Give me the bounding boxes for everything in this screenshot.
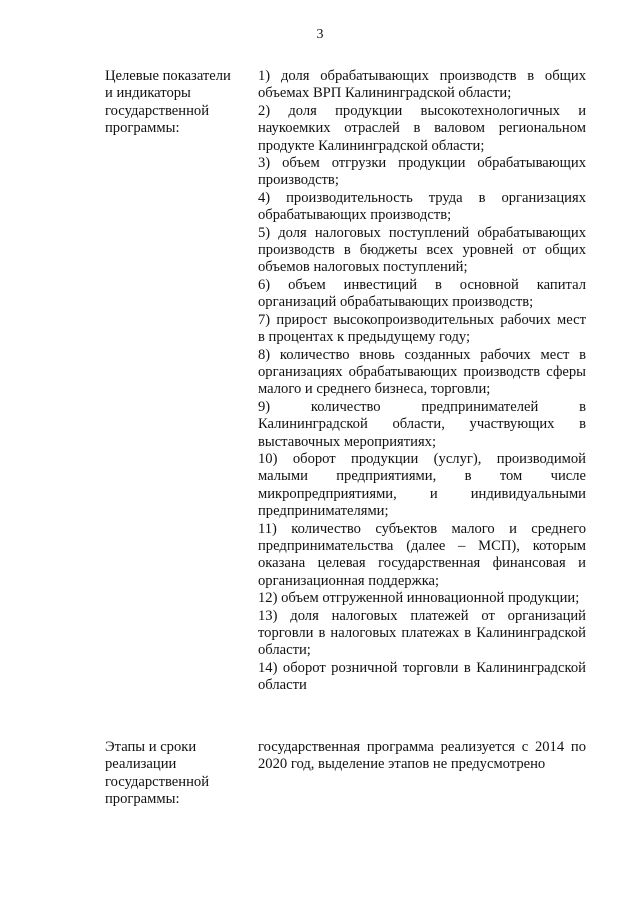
indicator-item: 10) оборот продукции (услуг), производимой малыми предприятиями, в том числе микропредприятиями, и индивидуальными предпринимателями; — [258, 450, 586, 520]
label-line: государственной — [105, 773, 210, 790]
indicator-item: 7) прирост высокопроизводительных рабочих мест в процентах к предыдущему году; — [258, 311, 586, 346]
label-line: государственной — [105, 102, 210, 119]
label-line: Этапы и сроки — [105, 739, 197, 755]
indicator-item: 6) объем инвестиций в основной капитал организаций обрабатывающих производств; — [258, 276, 586, 311]
label-line: и индикаторы — [105, 85, 191, 102]
indicator-item: 11) количество субъектов малого и среднего предпринимательства (далее – МСП), которым оказана целевая государственная финансовая и организационная поддержка; — [258, 520, 586, 589]
section-label — [105, 739, 250, 809]
label-line: реализации — [105, 756, 177, 773]
indicator-item: 12) объем отгруженной инновационной продукции; — [258, 590, 580, 607]
label-line: программы: — [105, 120, 180, 137]
indicator-item: 3) объем отгрузки продукции обрабатывающих производств; — [258, 155, 586, 189]
section-label — [105, 68, 250, 138]
indicator-item: 5) доля налоговых поступлений обрабатывающих производств в бюджеты всех уровней от общих объемов налоговых поступлений; — [258, 224, 586, 276]
label-line: программы: — [105, 791, 180, 808]
indicator-item: 4) производительность труда в организациях обрабатывающих производств; — [258, 189, 586, 224]
page-number: 3 — [316, 27, 324, 42]
indicator-item: 13) доля налоговых платежей от организаций торговли в налоговых платежах в Калининградской области; — [258, 607, 586, 659]
indicator-list — [258, 68, 586, 695]
indicator-item: 14) оборот розничной торговли в Калининградской области — [258, 659, 586, 694]
stages-text: государственная программа реализуется с 2014 по 2020 год, выделение этапов не предусмотрено — [258, 739, 586, 773]
indicator-item: 2) доля продукции высокотехнологичных и наукоемких отраслей в валовом региональном продукте Калининградской области; — [258, 102, 586, 154]
label-line: Целевые показатели — [105, 68, 231, 84]
indicator-item: 9) количество предпринимателей в Калининградской области, участвующих в выставочных мероприятиях; — [258, 398, 586, 450]
indicator-item: 8) количество вновь созданных рабочих мест в организациях обрабатывающих производств сферы малого и среднего бизнеса, торговли; — [258, 346, 586, 398]
indicator-item: 1) доля обрабатывающих производств в общих объемах ВРП Калининградской области; — [258, 68, 586, 102]
